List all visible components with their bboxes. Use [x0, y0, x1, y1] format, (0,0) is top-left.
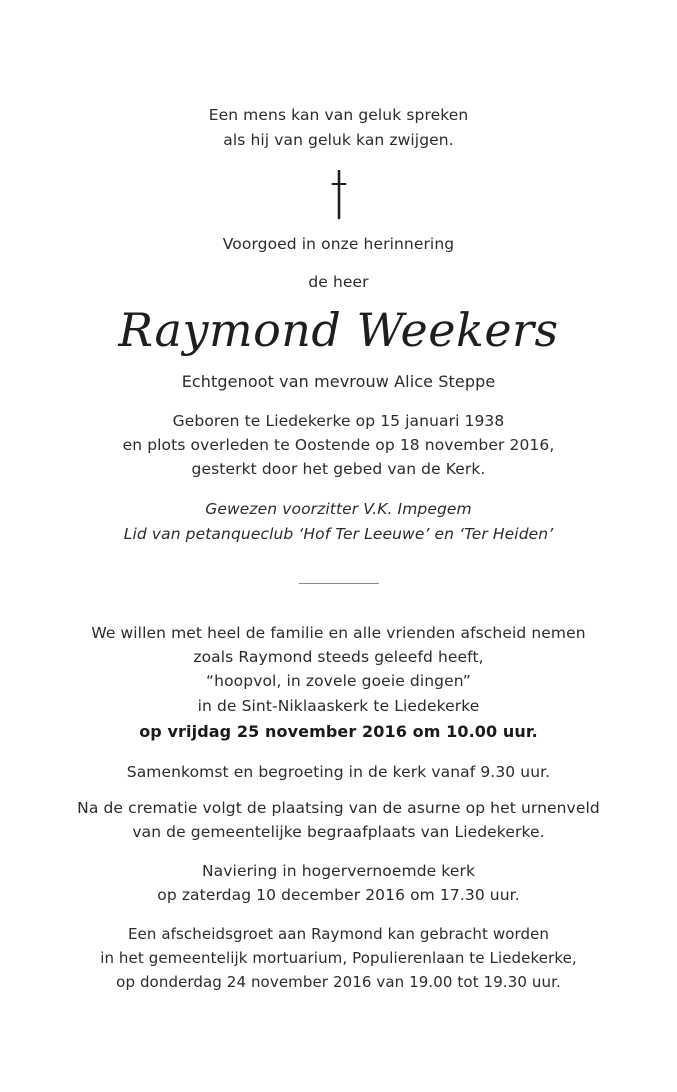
cremation-line-2: van de gemeentelijke begraafplaats van Liedekerke.: [132, 823, 545, 841]
aftercelebration-line-1: Naviering in hogervernoemde kerk: [201, 862, 476, 880]
birth-line: Geboren te Liedekerke op 15 januari 1938: [172, 412, 505, 430]
aftercelebration-line-2: op zaterdag 10 december 2016 om 17.30 uur.: [157, 886, 520, 904]
farewell-line-2: zoals Raymond steeds geleefd heeft,: [193, 648, 484, 666]
farewell-line-1: We willen met heel de familie en alle vrienden afscheid nemen: [91, 624, 586, 642]
cross-icon: [329, 170, 349, 220]
visitation-line-2: in het gemeentelijk mortuarium, Populierenlaan te Liedekerke,: [100, 949, 577, 967]
deceased-name: Raymond Weekers: [118, 303, 559, 357]
section-divider: [299, 583, 379, 584]
farewell-line-4: in de Sint-Niklaaskerk te Liedekerke: [197, 697, 480, 715]
funeral-date: op vrijdag 25 november 2016 om 10.00 uur.: [139, 722, 538, 741]
gathering-line: Samenkomst en begroeting in de kerk vanaf 9.30 uur.: [126, 763, 551, 781]
death-line: en plots overleden te Oostende op 18 november 2016,: [122, 436, 555, 454]
visitation-line-1: Een afscheidsgroet aan Raymond kan gebracht worden: [127, 925, 550, 943]
memorial-line: Voorgoed in onze herinnering: [222, 235, 455, 253]
quote-line-2: als hij van geluk kan zwijgen.: [223, 131, 454, 149]
quote-line-1: Een mens kan van geluk spreken: [208, 106, 469, 124]
spouse-line: Echtgenoot van mevrouw Alice Steppe: [181, 372, 496, 391]
role-line-1: Gewezen voorzitter V.K. Impegem: [205, 500, 472, 518]
sacrament-line: gesterkt door het gebed van de Kerk.: [191, 460, 486, 478]
cremation-line-1: Na de crematie volgt de plaatsing van de asurne op het urnenveld: [77, 799, 600, 817]
role-line-2: Lid van petanqueclub ‘Hof Ter Leeuwe’ en ‘Ter Heiden’: [123, 525, 554, 543]
honorific: de heer: [308, 273, 369, 291]
farewell-line-3: “hoopvol, in zovele goeie dingen”: [206, 672, 471, 690]
visitation-line-3: op donderdag 24 november 2016 van 19.00 tot 19.30 uur.: [116, 973, 561, 991]
